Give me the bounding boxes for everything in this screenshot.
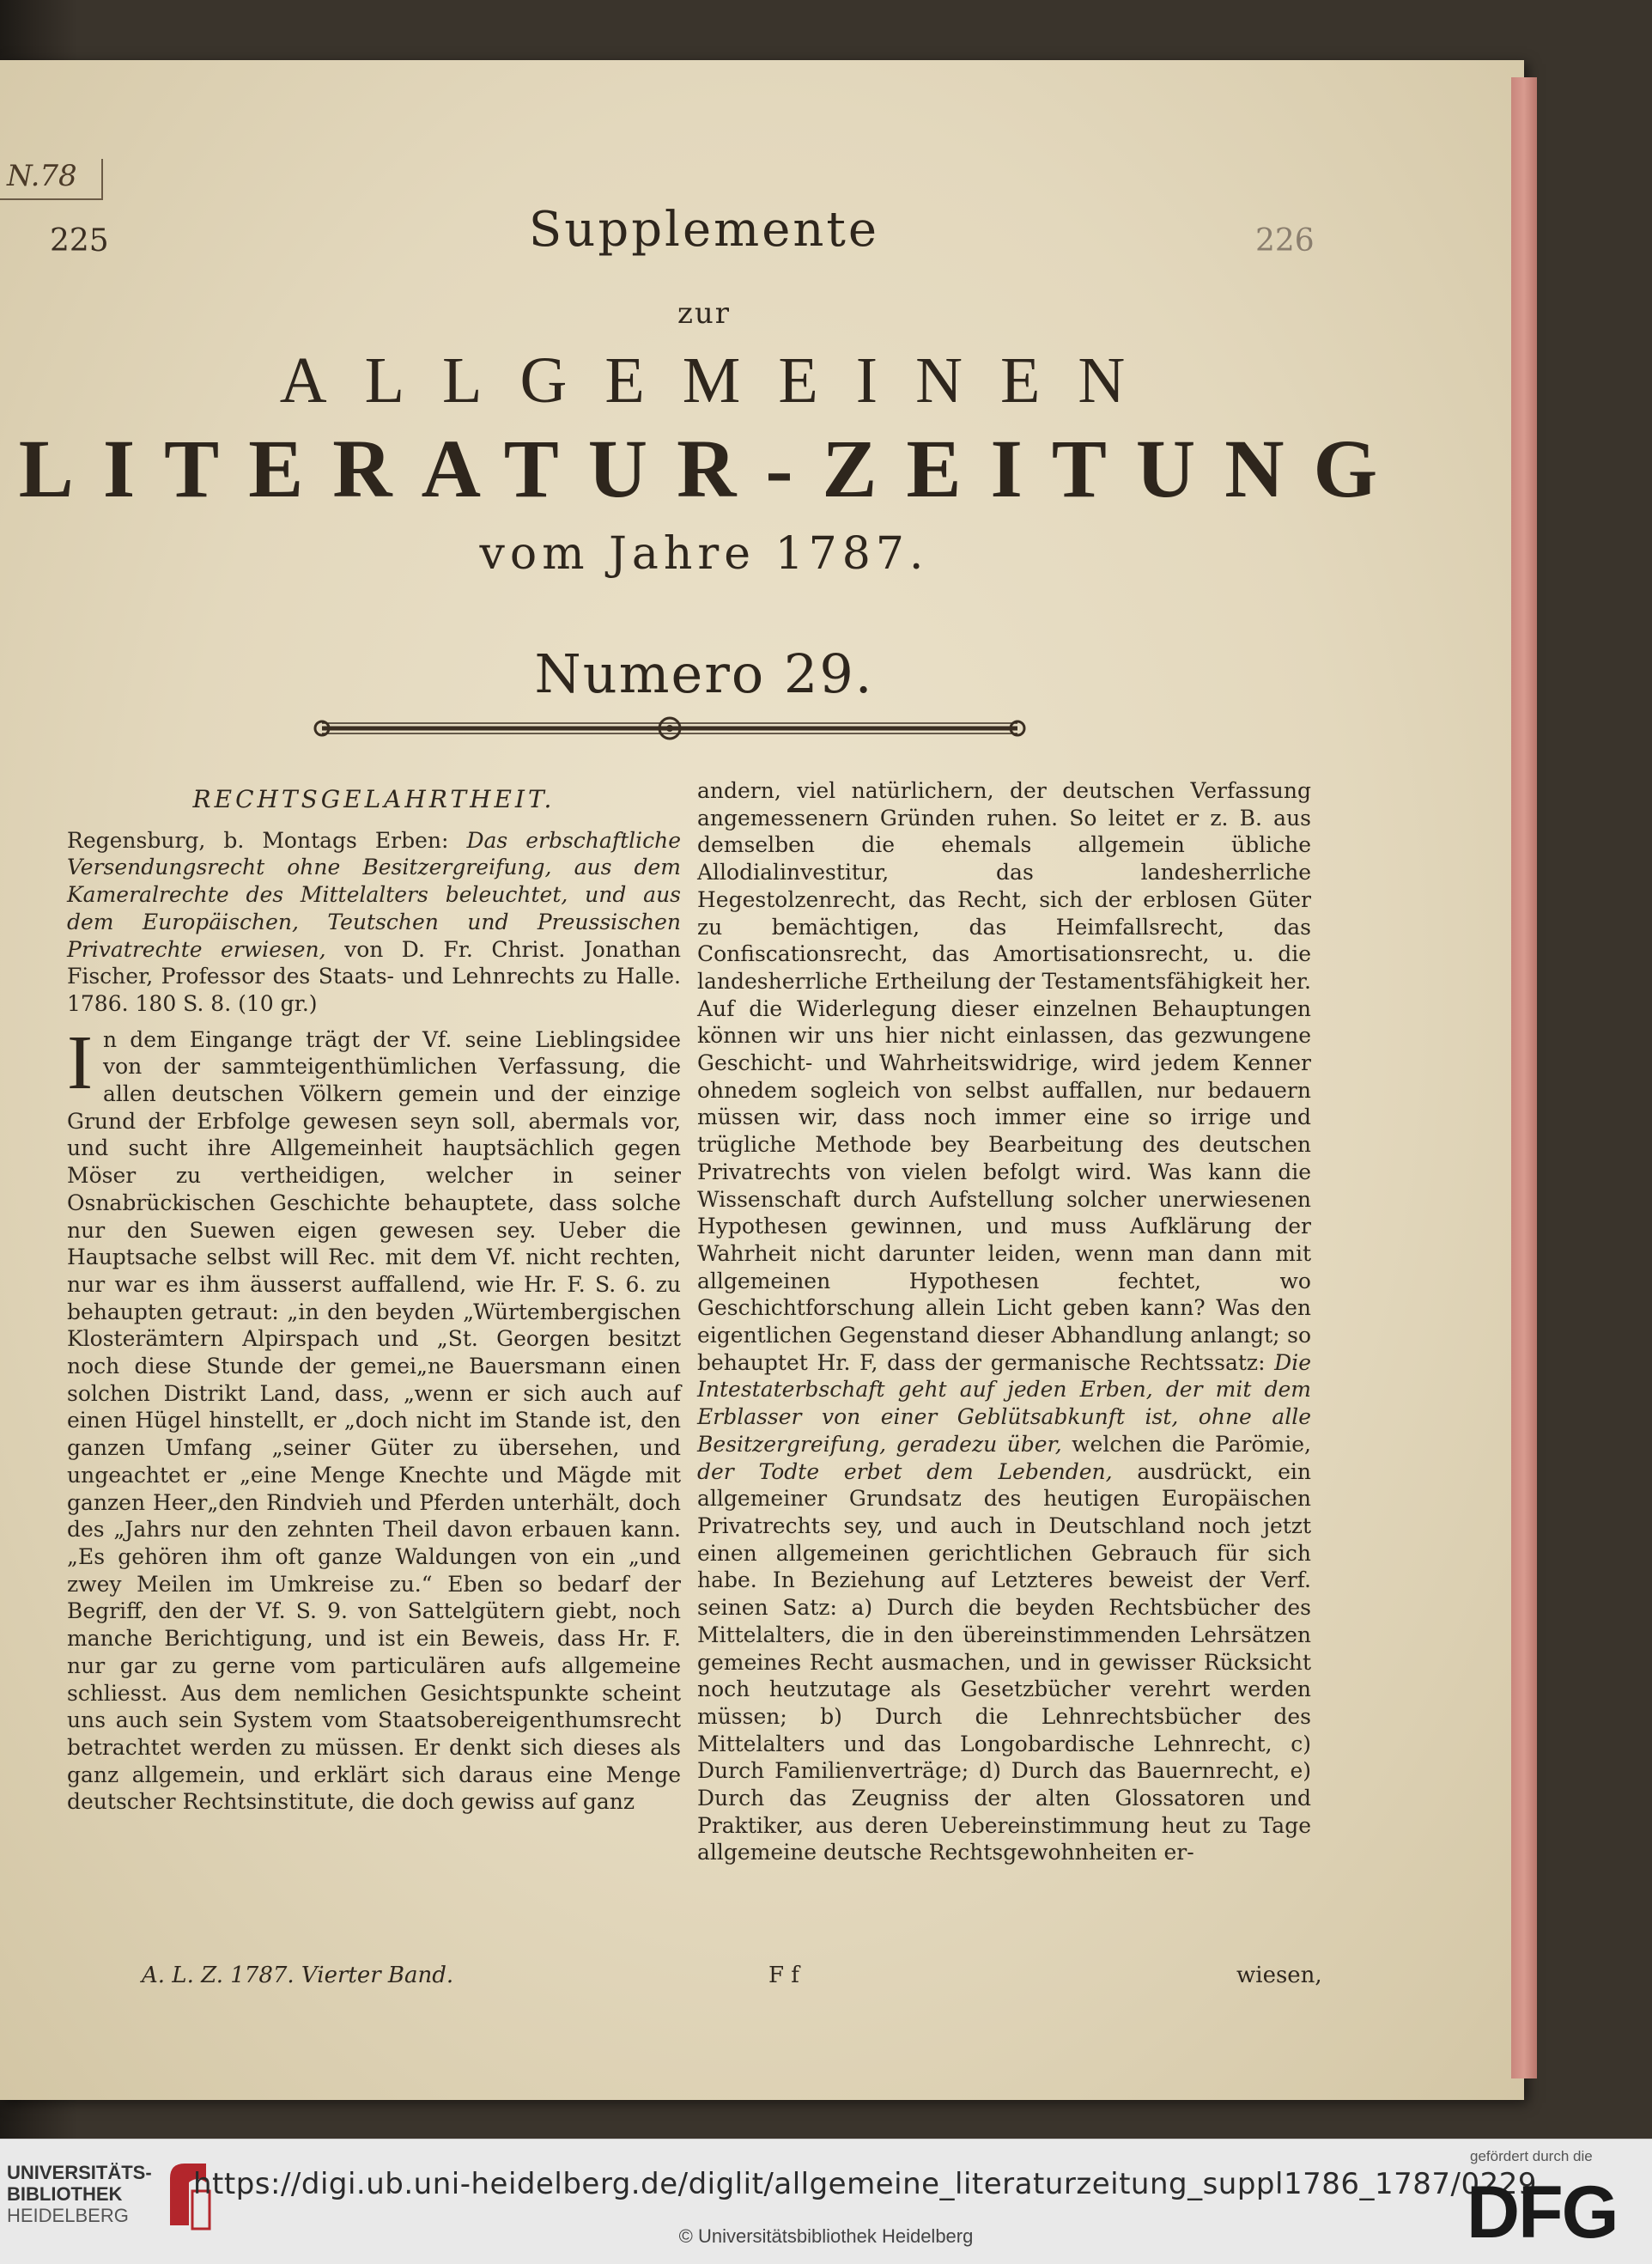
section-heading: RECHTSGELAHRTHEIT. <box>192 785 556 813</box>
signature-mark: F f <box>768 1963 799 1988</box>
review-text-right-quote: Die Intestaterbschaft geht auf jeden Erben, der mit dem Erblasser von einer Geblütsabkunft ist, ohne alle Besitzergreifung, geradezu über, <box>697 1349 1311 1457</box>
review-text-right-5: ausdrückt, ein allgemeiner Grundsatz des heutigen Europäischen Privatrechts sey, und auch in Deutschland noch jetzt einen allgemeinen gerichtlichen Gebrauch für sich habe. In Beziehung auf Letzteres beweist der Verf. seinen Satz: a) Durch die beyden Rechtsbücher des Mittelalters, die in den übereinstimmenden Lehrsätzen gemeines Recht ausmachen, und in gewisser Rücksicht noch heutzutage als Gesetzbücher verehrt werden müssen; b) Durch die Lehnrechtsbücher des Mittelalters und das Longobardische Lehnrecht, c) Durch Familienverträge; d) Durch das Bauernrecht, e) Durch das Zeugniss der alten Glossatoren und Praktiker, aus deren Uebereinstimmung heut zu Tage allgemeine deutsche Rechtsgewohnheiten er- <box>697 1458 1312 1865</box>
entry-place: Regensburg, b. Montags Erben: <box>67 827 449 853</box>
newspaper-page <box>0 60 1524 2100</box>
review-body-right <box>697 777 1311 1866</box>
issue-number: Numero 29. <box>534 642 874 705</box>
library-name-1: UNIVERSITÄTS- <box>7 2162 152 2183</box>
masthead-supplemente: Supplemente <box>528 202 880 258</box>
catchword: wiesen, <box>1236 1963 1322 1988</box>
right-column-number: 226 <box>1255 223 1315 259</box>
library-name-2: BIBLIOTHEK <box>7 2183 123 2205</box>
review-text-left: n dem Eingange trägt der Vf. seine Lieblingsidee von der sammteigenthümlichen Verfassung, die allen deutschen Völkern gemein und der einzige Grund der Erbfolge gewesen seyn soll, abermals vor, und sucht ihre Allgemeinheit hauptsächlich gegen Möser zu vertheidigen, welcher in seiner Osnabrückischen Geschichte behauptete, dass solche nur den Suewen eigen gewesen sey. Ueber die Hauptsache selbst will Rec. mit dem Vf. nicht rechten, nur war es ihm äusserst auffallend, wie Hr. F. S. 6. zu behaupten getraut: „in den beyden „Würtembergischen Klosterämtern Alpirspach und „St. Georgen besitzt noch diese Stunde der gemei„ne Bauersmann einen solchen Distrikt Land, dass, „wenn er sich auch auf einen Hügel hinstellt, er „doch nicht im Stande ist, den ganzen Umfang „seiner Güter zu übersehen, und ungeachtet er „eine Menge Knechte und Mägde mit ganzen Heer„den Rindvieh und Pferden unterhält, doch des „Jahrs nur den zehnten Theil davon erbauen kann. „Es gehören ihm oft ganze Waldungen von ein „und zwey Meilen im Umkreise zu.“ Eben so bedarf der Begriff, den der Vf. S. 9. von Sattelgütern giebt, noch manche Berichtigung, und ist ein Beweis, dass Hr. F. nur gar zu gerne vom particulären aufs allgemeine schliesst. Aus dem nemlichen Gesichtspunkte scheint uns auch sein System vom Staatsobereigenthumsrecht betrachtet werden zu müssen. Er denkt sich dieses als ganz allgemein, und erklärt sich daraus eine Menge deutscher Rechtsinstitute, die doch gewiss auf ganz <box>67 1026 681 1815</box>
dfg-logo[interactable]: DFG <box>1467 2171 1618 2254</box>
binding-edge <box>1511 77 1537 2078</box>
review-entry <box>67 827 681 1018</box>
masthead-zur: zur <box>677 296 732 331</box>
review-text-right-3: welchen die Parömie, <box>1072 1431 1311 1457</box>
volume-footer: A. L. Z. 1787. Vierter Band. <box>142 1963 454 1988</box>
left-column <box>67 777 681 1816</box>
entry-author: von D. Fr. Christ. Jonathan Fischer, Professor des Staats- und Lehnrechts zu Halle. 1786. 180 S. 8. (10 gr.) <box>67 936 682 1016</box>
library-logo[interactable] <box>7 2162 179 2226</box>
library-name-3: HEIDELBERG <box>7 2205 129 2226</box>
review-text-right-proverb: der Todte erbet dem Lebenden, <box>697 1458 1113 1484</box>
funding-note: gefördert durch die <box>1470 2148 1593 2164</box>
masthead-allgemeinen: ALLGEMEINEN <box>279 344 1163 417</box>
copyright-notice: © Universitätsbibliothek Heidelberg <box>678 2225 974 2247</box>
drop-cap: I <box>67 1019 93 1105</box>
masthead-year: vom Jahre 1787. <box>479 528 929 580</box>
left-column-number: 225 <box>50 223 109 259</box>
manuscript-note: N.78 <box>0 159 103 200</box>
review-body-left <box>67 1019 681 1816</box>
entry-title: Das erbschaftliche Versendungsrecht ohne Besitzergreifung, aus dem Kameralrechte des Mittelalters beleuchtet, und aus dem Europäischen, Teutschen und Preussischen Privatrechte erwiesen, <box>67 827 682 962</box>
right-column <box>697 777 1311 1866</box>
ornament-divider-icon <box>313 711 1026 746</box>
review-text-right-1: andern, viel natürlichern, der deutschen Verfassung angemessenern Gründen ruhen. So leitet er z. B. aus demselben die ehemals allgemein übliche Allodialinvestitur, das landesherrliche Hegestolzenrecht, das Recht, sich der erblosen Güter zu bemächtigen, das Heimfallsrecht, das Confiscationsrecht, das Amortisationsrecht, u. die landesherrliche Ertheilung der Testamentsfähigkeit her. Auf die Widerlegung dieser einzelnen Behauptungen können wir uns hier nicht einlassen, das gezwungene Geschicht- und Wahrheitswidrige, wird jedem Kenner ohnedem sogleich von selbst auffallen, nur bedauern müssen wir, dass noch immer eine so irrige und trügliche Methode bey Bearbeitung des deutschen Privatrechts von vielen befolgt wird. Was kann die Wissenschaft durch Aufstellung solcher unerwiesenen Hypothesen gewinnen, und muss Aufklärung der Wahrheit nicht darunter leiden, wenn man dann mit allgemeinen Hypothesen fechtet, wo Geschichtforschung allein Licht geben kann? Was den eigentlichen Gegenstand dieser Abhandlung anlangt; so behauptet Hr. F, dass der germanische Rechtssatz: <box>697 778 1311 1375</box>
masthead-literatur-zeitung: LITERATUR-ZEITUNG <box>18 423 1407 514</box>
permalink-url[interactable]: https://digi.ub.uni-heidelberg.de/diglit/allgemeine_literaturzeitung_suppl1786_1787/0229 <box>193 2167 1537 2201</box>
viewer-footer <box>0 2139 1652 2264</box>
